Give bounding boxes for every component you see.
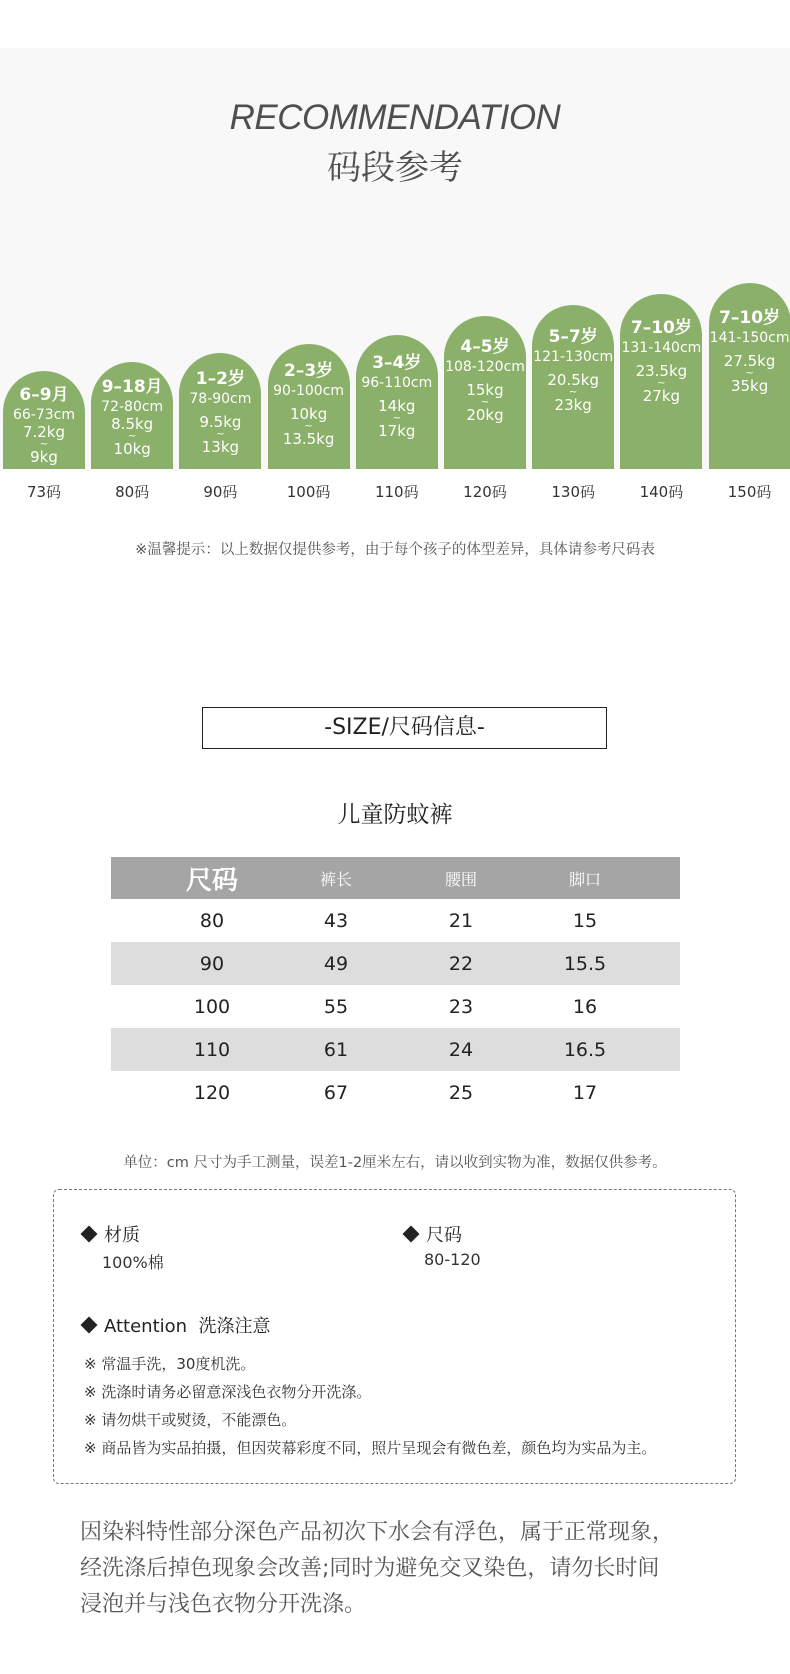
size-label: 140码 (639, 483, 684, 501)
size-label: 110码 (374, 483, 419, 501)
header-pants-length: 裤长 (319, 869, 352, 889)
table-row (111, 1071, 680, 1114)
dome-weight-min: 9.5kg (199, 413, 242, 431)
cell-waist: 25 (448, 1081, 474, 1104)
size-section-title: -SIZE/尺码信息- (202, 707, 607, 749)
size-label: 80码 (115, 483, 150, 501)
dome-tilde: ~ (568, 387, 578, 398)
size-value: 80-120 (424, 1250, 481, 1269)
table-row (111, 1028, 680, 1071)
size-label: 120码 (463, 483, 507, 501)
cell-leg-opening: 16 (572, 995, 598, 1018)
dome-age: 5–7岁 (548, 327, 598, 347)
size-dome (709, 283, 790, 469)
size-heading (402, 1221, 462, 1247)
material-heading (80, 1221, 140, 1247)
list-item: ※ 常温手洗，30度机洗。 (84, 1355, 256, 1373)
material-label: 材质 (104, 1225, 140, 1246)
dome-tilde: ~ (657, 378, 666, 389)
unit-note: 单位：cm 尺寸为手工测量，误差1-2厘米左右，请以收到实物为准，数据仅供参考。 (123, 1155, 667, 1171)
dome-age: 4–5岁 (460, 337, 510, 357)
cell-pants-length: 61 (323, 1038, 349, 1061)
dome-age: 7–10岁 (719, 308, 781, 328)
size-label: 100码 (286, 483, 331, 501)
dome-tilde: ~ (127, 431, 137, 442)
dome-tilde: ~ (304, 421, 313, 432)
size-dome (444, 316, 526, 469)
cell-waist: 22 (448, 952, 474, 975)
size-table (111, 857, 680, 1114)
dome-weight-min: 23.5kg (635, 362, 688, 380)
size-label: 90码 (203, 483, 238, 501)
dome-weight-max: 35kg (730, 377, 769, 395)
diamond-bullet-icon (81, 1226, 98, 1243)
size-dome (620, 294, 702, 469)
product-info-box (53, 1189, 736, 1484)
dye-notice (80, 1515, 720, 1623)
cell-leg-opening: 15.5 (563, 952, 607, 975)
care-label: Attention 洗涤注意 (104, 1316, 271, 1337)
cell-leg-opening: 15 (572, 909, 598, 932)
dome-height: 141-150cm (709, 330, 790, 346)
dye-notice-line: 浸泡并与浅色衣物分开洗涤。 (80, 1592, 367, 1617)
dome-weight-max: 9kg (30, 448, 58, 466)
dome-age: 1–2岁 (195, 369, 245, 389)
cell-leg-opening: 17 (572, 1081, 598, 1104)
size-dome (268, 344, 350, 469)
dome-tilde: ~ (216, 429, 225, 440)
table-row (111, 899, 680, 942)
size-dome (91, 362, 173, 469)
dome-tilde: ~ (745, 368, 754, 379)
cell-size: 90 (199, 952, 225, 975)
dome-weight-min: 15kg (466, 381, 504, 399)
dome-weight-min: 7.2kg (22, 423, 66, 441)
dome-weight-max: 17kg (378, 422, 416, 440)
cell-waist: 21 (448, 909, 474, 932)
dome-weight-min: 27.5kg (723, 352, 776, 370)
dome-weight-max: 10kg (113, 440, 151, 458)
cell-pants-length: 49 (323, 952, 349, 975)
cell-size: 100 (193, 995, 231, 1018)
dome-age: 2–3岁 (284, 361, 334, 381)
dye-notice-line: 因染料特性部分深色产品初次下水会有浮色，属于正常现象， (80, 1520, 675, 1545)
product-name: 儿童防蚊裤 (337, 802, 453, 828)
header-waist: 腰围 (444, 869, 477, 889)
dome-height: 108-120cm (445, 359, 525, 375)
list-item: ※ 请勿烘干或熨烫，不能漂色。 (84, 1411, 297, 1429)
cell-pants-length: 55 (323, 995, 349, 1018)
dome-weight-max: 27kg (642, 387, 681, 405)
size-table-header (111, 857, 680, 899)
cell-size: 110 (193, 1038, 231, 1061)
size-label: 尺码 (426, 1225, 462, 1246)
cell-pants-length: 67 (323, 1081, 349, 1104)
dome-height: 66-73cm (12, 407, 75, 423)
cell-waist: 24 (448, 1038, 474, 1061)
cell-waist: 23 (448, 995, 474, 1018)
dome-tilde: ~ (480, 397, 490, 408)
dome-age: 9–18月 (101, 377, 163, 397)
recommendation-title-cn: 码段参考 (327, 148, 463, 188)
table-row (111, 985, 680, 1028)
dome-weight-max: 23kg (554, 396, 592, 414)
dome-height: 131-140cm (621, 340, 702, 356)
dome-tilde: ~ (39, 439, 49, 450)
dome-height: 121-130cm (533, 349, 614, 365)
cell-leg-opening: 16.5 (563, 1038, 607, 1061)
dome-weight-max: 13kg (201, 438, 240, 456)
dome-age: 3–4岁 (372, 353, 422, 373)
cell-size: 120 (193, 1081, 231, 1104)
diamond-bullet-icon (403, 1226, 420, 1243)
dome-height: 96-110cm (361, 375, 433, 391)
size-label: 73码 (26, 483, 62, 501)
dye-notice-line: 经洗涤后掉色现象会改善;同时为避免交叉染色，请勿长时间 (80, 1556, 660, 1581)
dome-age: 6–9月 (19, 385, 69, 405)
care-instructions (84, 1350, 724, 1462)
dome-age: 7–10岁 (630, 318, 692, 338)
list-item: ※ 商品皆为实品拍摄，但因荧幕彩度不同，照片呈现会有微色差，颜色均为实品为主。 (84, 1439, 657, 1457)
dome-weight-min: 8.5kg (111, 415, 154, 433)
size-dome (356, 335, 438, 469)
dome-weight-min: 20.5kg (547, 371, 599, 389)
size-dome (179, 353, 261, 469)
dome-height: 72-80cm (101, 399, 164, 415)
recommendation-panel (0, 48, 790, 469)
dome-weight-max: 13.5kg (282, 430, 335, 448)
dome-weight-max: 20kg (466, 406, 504, 424)
size-dome (3, 371, 85, 469)
care-heading (80, 1312, 271, 1338)
material-value: 100%棉 (102, 1253, 164, 1272)
header-size: 尺码 (185, 865, 238, 896)
cell-pants-length: 43 (323, 909, 349, 932)
dome-weight-min: 10kg (289, 405, 328, 423)
dome-tilde: ~ (392, 413, 401, 424)
diamond-bullet-icon (81, 1317, 98, 1334)
list-item: ※ 洗涤时请务必留意深浅色衣物分开洗涤。 (84, 1383, 372, 1401)
recommendation-title-en: RECOMMENDATION (229, 98, 561, 137)
size-dome (532, 305, 614, 469)
dome-height: 90-100cm (273, 383, 345, 399)
warm-tip: ※温馨提示：以上数据仅提供参考，由于每个孩子的体型差异，具体请参考尺码表 (135, 542, 655, 558)
size-label: 130码 (551, 483, 595, 501)
size-dome-labels (0, 481, 790, 505)
header-leg-opening: 脚口 (568, 869, 601, 889)
cell-size: 80 (199, 909, 225, 932)
table-row (111, 942, 680, 985)
dome-weight-min: 14kg (378, 397, 416, 415)
size-label: 150码 (727, 483, 772, 501)
dome-height: 78-90cm (189, 391, 252, 407)
